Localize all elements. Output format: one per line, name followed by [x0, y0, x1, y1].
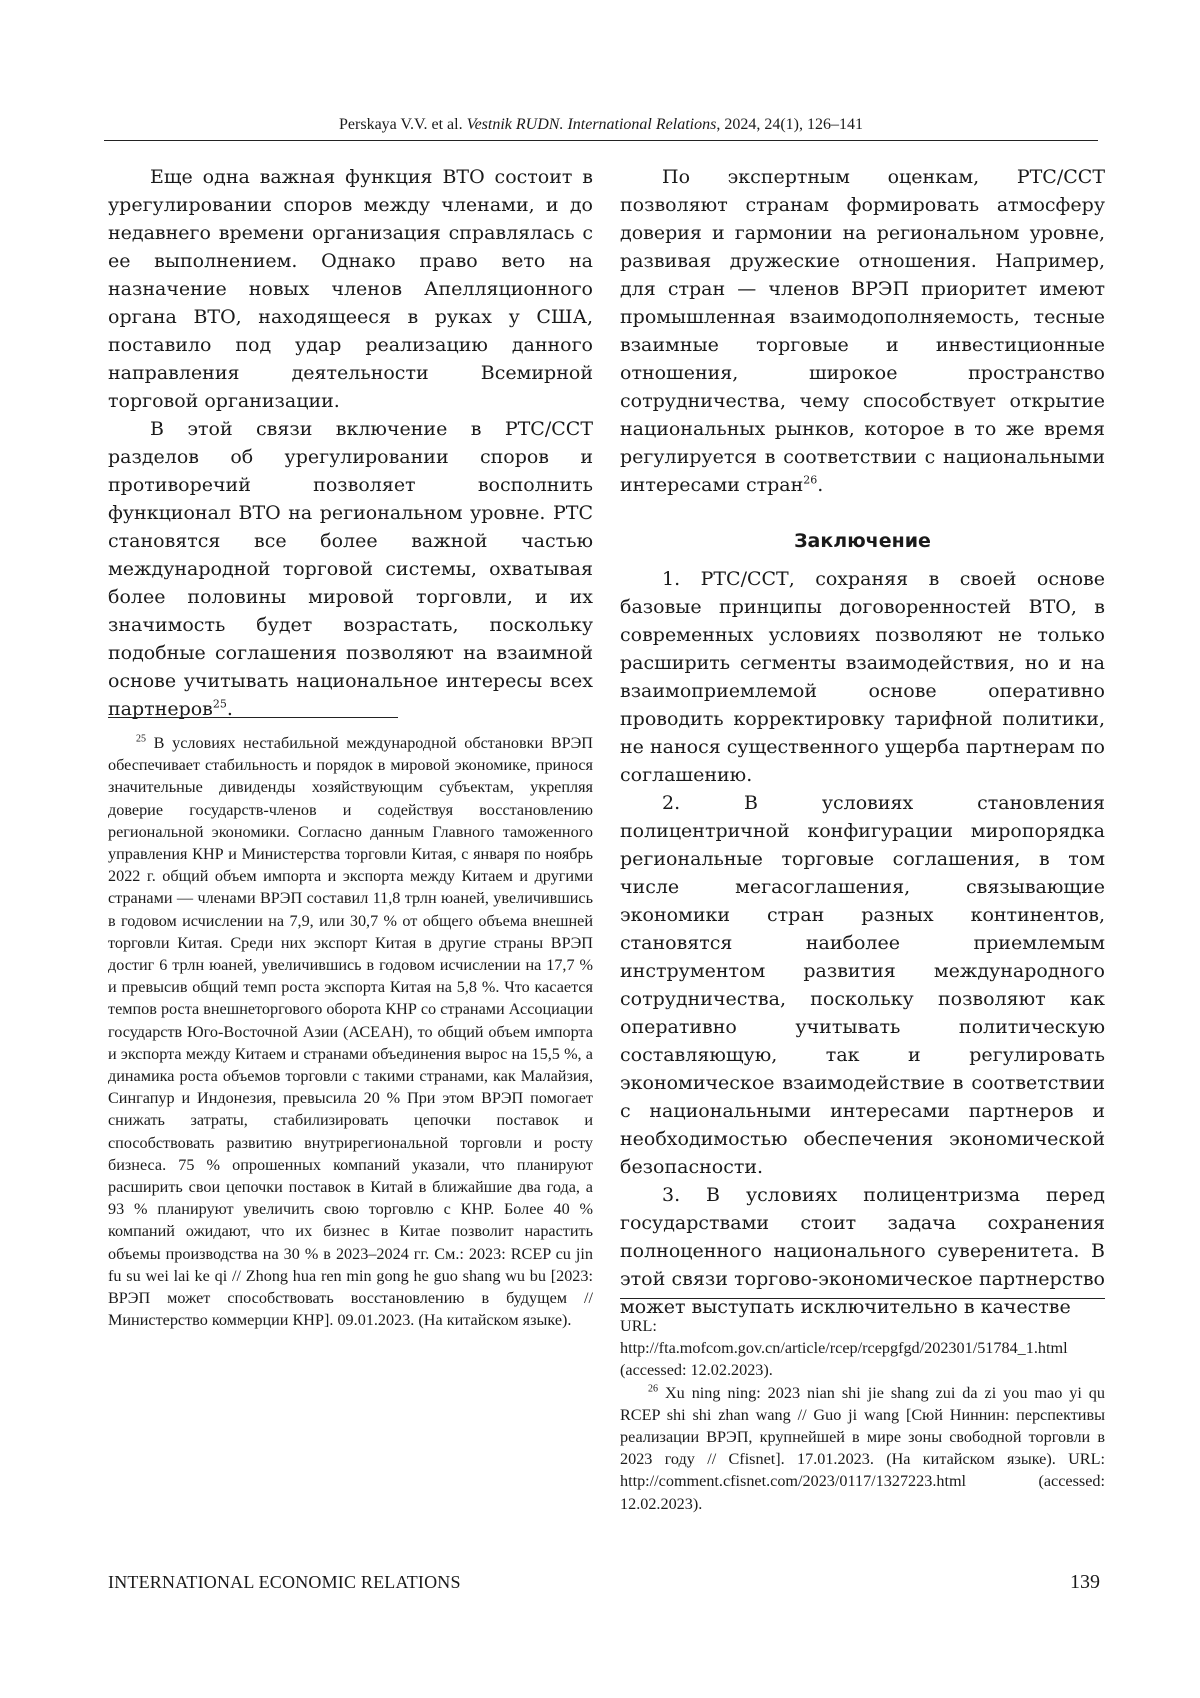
- footnote-25-continued: URL: http://fta.mofcom.gov.cn/article/rcep/rcepgfgd/202301/51784_1.html (accessed: 12.02.2023).: [620, 1317, 1068, 1380]
- footnote-number: 26: [648, 1383, 658, 1395]
- header-authors: Perskaya V.V. et al.: [339, 116, 463, 133]
- header-rule: [104, 140, 1098, 141]
- footnote-25: [108, 732, 593, 1331]
- footnote-26: $^{26}$ Xu ning ning: 2023 nian shi jie shang zui da zi you mao yi qu RCEP shi shi zhan wang // Guo ji wang [Сюй Ниннин: перспективы реализации ВРЭП, крупнейшей в мире зоны свободной торговли в 2023 году // Cfisnet]. 17.01.2023. (На китайском языке). URL: http://comment.cfisnet.com/2023/0117/1327223.html (accessed: 12.02.2023).: [620, 1383, 1105, 1513]
- running-header: [104, 114, 1098, 136]
- conclusion-item: 3. В условиях полицентризма перед государствами стоит задача сохранения полноценного национального суверенитета. В этой связи торгово-экономическое партнерство может выступать исключительно в качестве: [620, 1184, 1105, 1318]
- conclusion-item: 2. В условиях становления полицентричной конфигурации миропорядка региональные торговые соглашения, в том числе мегасоглашения, связывающие экономики стран разных континентов, становятся наиболее приемлемым инструментом развития международного сотрудничества, поскольку позволяют как оперативно учитывать политическую составляющую, так и регулировать экономическое взаимодействие в соответствии с национальными интересами партнеров и необходимостью обеспечения экономической безопасности.: [620, 792, 1105, 1178]
- right-column: [620, 163, 1105, 1321]
- header-journal: Vestnik RUDN. International Relations: [466, 116, 717, 133]
- page-number: 139: [1070, 1571, 1100, 1593]
- body-paragraph: По экспертным оценкам, РТС/ССТ позволяют странам формировать атмосферу доверия и гармонии на региональном уровне, развивая дружеские отношения. Например, для стран — членов ВРЭП приоритет имеют промышленная взаимодополняемость, тесные взаимные торговые и инвестиционные отношения, широкое пространство сотрудничества, чему способствует открытие национальных рынков, которое в то же время регулируется в соответствии с национальными интересами стран$^{26}$.: [620, 166, 1105, 496]
- footnote-text: $^{25}$ В условиях нестабильной международной обстановки ВРЭП обеспечивает стабильность и порядок в мировой экономике, принося значительные дивиденды хозяйствующим субъектам, укрепляя доверие государств-членов и содействуя восстановлению региональной экономики. Согласно данным Главного таможенного управления КНР и Министерства торговли Китая, с января по ноябрь 2022 г. общий объем импорта и экспорта между Китаем и другими странами — членами ВРЭП составил 11,8 трлн юаней, увеличившись в годовом исчислении на 7,9, или 30,7 % от общего объема внешней торговли Китая. Среди них экспорт Китая в другие страны ВРЭП достиг 6 трлн юаней, увеличившись в годовом исчислении на 17,7 % и превысив общий темп роста экспорта Китая на 5,8 %. Что касается темпов роста внешнеторгового оборота КНР со странами Ассоциации государств Юго-Восточной Азии (АСЕАН), то общий объем импорта и экспорта между Китаем и странами объединения вырос на 15,5 %, а динамика роста объемов торговли с такими странами, как Малайзия, Сингапур и Индонезия, превысила 20 % При этом ВРЭП помогает снижать затраты, стабилизировать цепочки поставок и способствовать развитию внутрирегиональной торговли и росту бизнеса. 75 % опрошенных компаний указали, что планируют расширить свои цепочки поставок в Китай в ближайшие два года, а 93 % планируют увеличить свою торговлю с КНР. Более 40 % компаний ожидают, что их бизнес в Китае позволит нарастить объемы производства на 30 % в 2023–2024 гг. См.: 2023: RCEP cu jin fu su wei lai ke qi // Zhong hua ren min gong he guo shang wu bu [2023: ВРЭП может способствовать восстановлению в будущем // Министерство коммерции КНР]. 09.01.2023. (На китайском языке).: [108, 733, 593, 1330]
- footnote-number: 25: [136, 733, 146, 745]
- footnote-continuation: [620, 1315, 1105, 1515]
- section-heading: Заключение: [794, 530, 931, 552]
- footnote-rule: [620, 1298, 1105, 1299]
- footnote-rule: [108, 717, 398, 718]
- body-paragraph: В этой связи включение в РТС/ССТ разделов об урегулировании споров и противоречий позволяет восполнить функционал ВТО на региональном уровне. РТС становятся все более важной частью международной торговой системы, охватывая более половины мировой торговли, и их значимость будет возрастать, поскольку подобные соглашения позволяют на взаимной основе учитывать национальное интересы всех партнеров$^{25}$.: [108, 418, 593, 720]
- footnote-ref-25: 25: [212, 697, 227, 711]
- body-paragraph: Еще одна важная функция ВТО состоит в урегулировании споров между членами, и до недавнего времени организация справлялась с ее выполнением. Однако право вето на назначение новых членов Апелляционного органа ВТО, находящееся в руках у США, поставило под удар реализацию данного направления деятельности Всемирной торговой организации.: [108, 166, 593, 412]
- footnote-ref-26: 26: [803, 473, 818, 487]
- left-column: [108, 163, 593, 723]
- header-citation: , 2024, 24(1), 126–141: [716, 116, 863, 133]
- footer-section: INTERNATIONAL ECONOMIC RELATIONS: [108, 1572, 461, 1592]
- conclusion-item: 1. РТС/ССТ, сохраняя в своей основе базовые принципы договоренностей ВТО, в современных условиях позволяют не только расширить сегменты взаимодействия, но и на взаимоприемлемой основе оперативно проводить корректировку тарифной политики, не нанося существенного ущерба партнерам по соглашению.: [620, 568, 1105, 786]
